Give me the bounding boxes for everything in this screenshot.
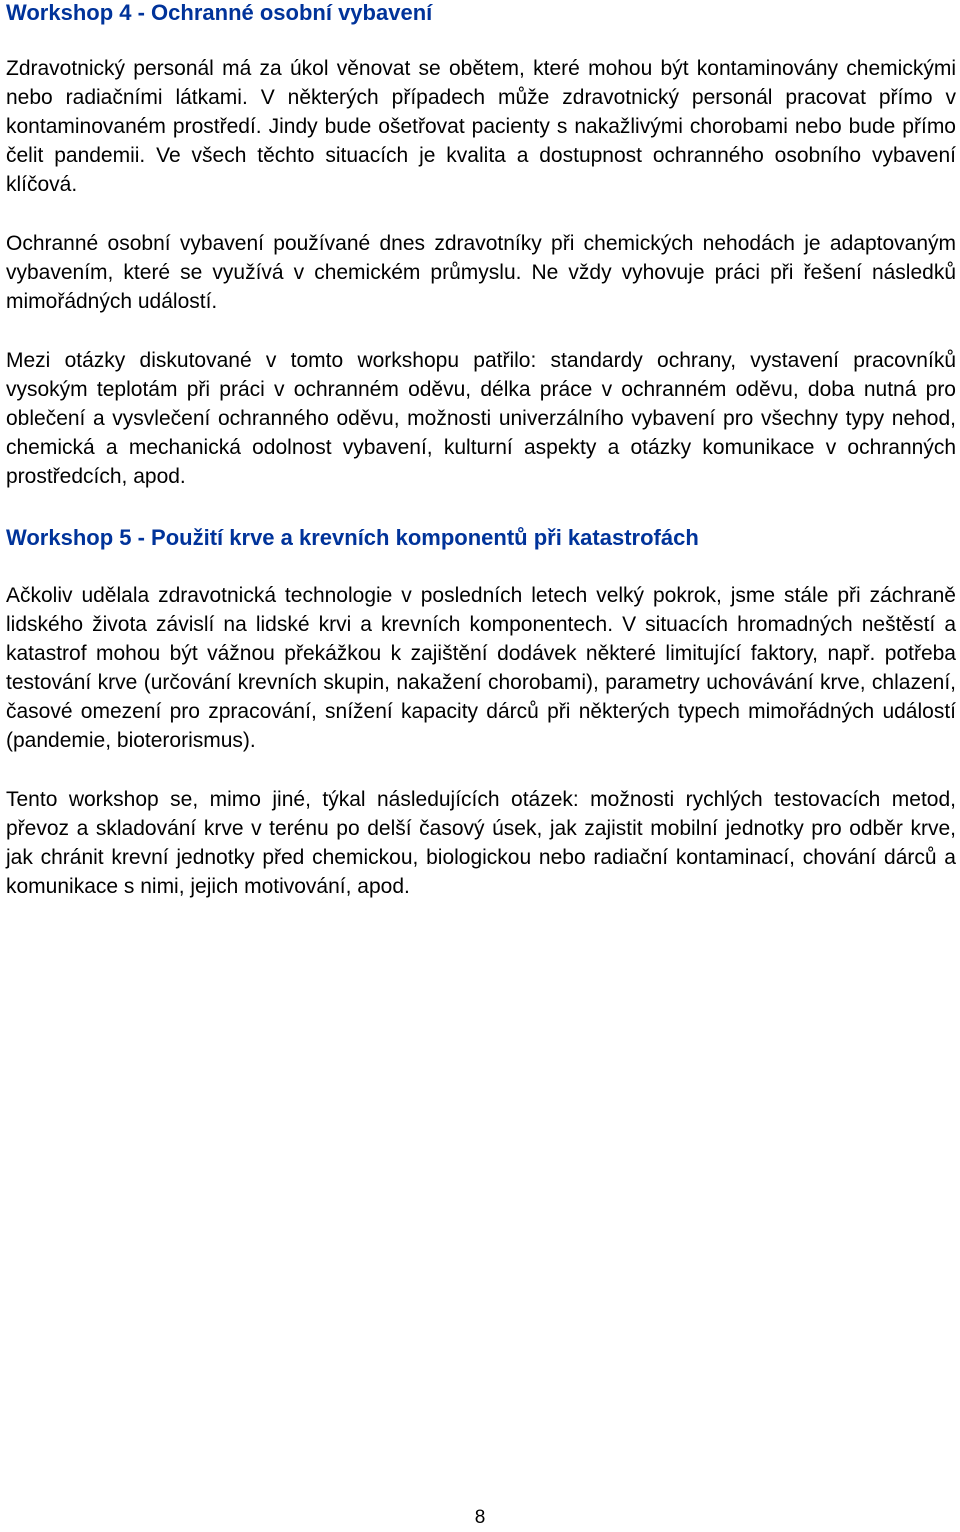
- workshop-5-paragraph-2: Tento workshop se, mimo jiné, týkal následujících otázek: možnosti rychlých testovacích metod, převoz a skladování krve v terénu po delší časový úsek, jak zajistit mobilní jednotky pro odběr krve, jak chránit krevní jednotky před chemickou, biologickou nebo radiační kontaminací, chování dárců a komunikace s nimi, jejich motivování, apod.: [6, 788, 956, 898]
- workshop-5-section: [6, 525, 956, 901]
- workshop-4-section: [6, 0, 956, 491]
- workshop-5-paragraph-1: Ačkoliv udělala zdravotnická technologie v posledních letech velký pokrok, jsme stále při záchraně lidského života závislí na lidské krvi a krevních komponentech. V situacích hromadných neštěstí a katastrof mohou být vážnou překážkou k zajištění dodávek některé limitující faktory, např. potřeba testování krve (určování krevních skupin, nakažení chorobami), parametry uchovávání krve, chlazení, časové omezení pro zpracování, snížení kapacity dárců při některých typech mimořádných událostí (pandemie, bioterorismus).: [6, 584, 956, 752]
- workshop-4-paragraph-1: Zdravotnický personál má za úkol věnovat se obětem, které mohou být kontaminovány chemickými nebo radiačními látkami. V některých případech může zdravotnický personál pracovat přímo v kontaminovaném prostředí. Jindy bude ošetřovat pacienty s nakažlivými chorobami nebo bude přímo čelit pandemii. Ve všech těchto situacích je kvalita a dostupnost ochranného osobního vybavení klíčová.: [6, 57, 956, 196]
- page-number: 8: [474, 1507, 486, 1528]
- workshop-5-heading: Workshop 5 - Použití krve a krevních komponentů při katastrofách: [6, 525, 699, 550]
- workshop-4-paragraph-2: Ochranné osobní vybavení používané dnes zdravotníky při chemických nehodách je adaptovaným vybavením, které se využívá v chemickém průmyslu. Ne vždy vyhovuje práci při řešení následků mimořádných událostí.: [6, 232, 956, 313]
- document-page: [6, 0, 956, 931]
- workshop-4-paragraph-3: Mezi otázky diskutované v tomto workshopu patřilo: standardy ochrany, vystavení pracovníků vysokým teplotám při práci v ochranném oděvu, délka práce v ochranném oděvu, doba nutná pro oblečení a vysvlečení ochranného oděvu, možnosti univerzálního vybavení pro všechny typy nehod, chemická a mechanická odolnost vybavení, kulturní aspekty a otázky komunikace v ochranných prostředcích, apod.: [6, 349, 956, 488]
- workshop-4-heading: Workshop 4 - Ochranné osobní vybavení: [6, 0, 433, 25]
